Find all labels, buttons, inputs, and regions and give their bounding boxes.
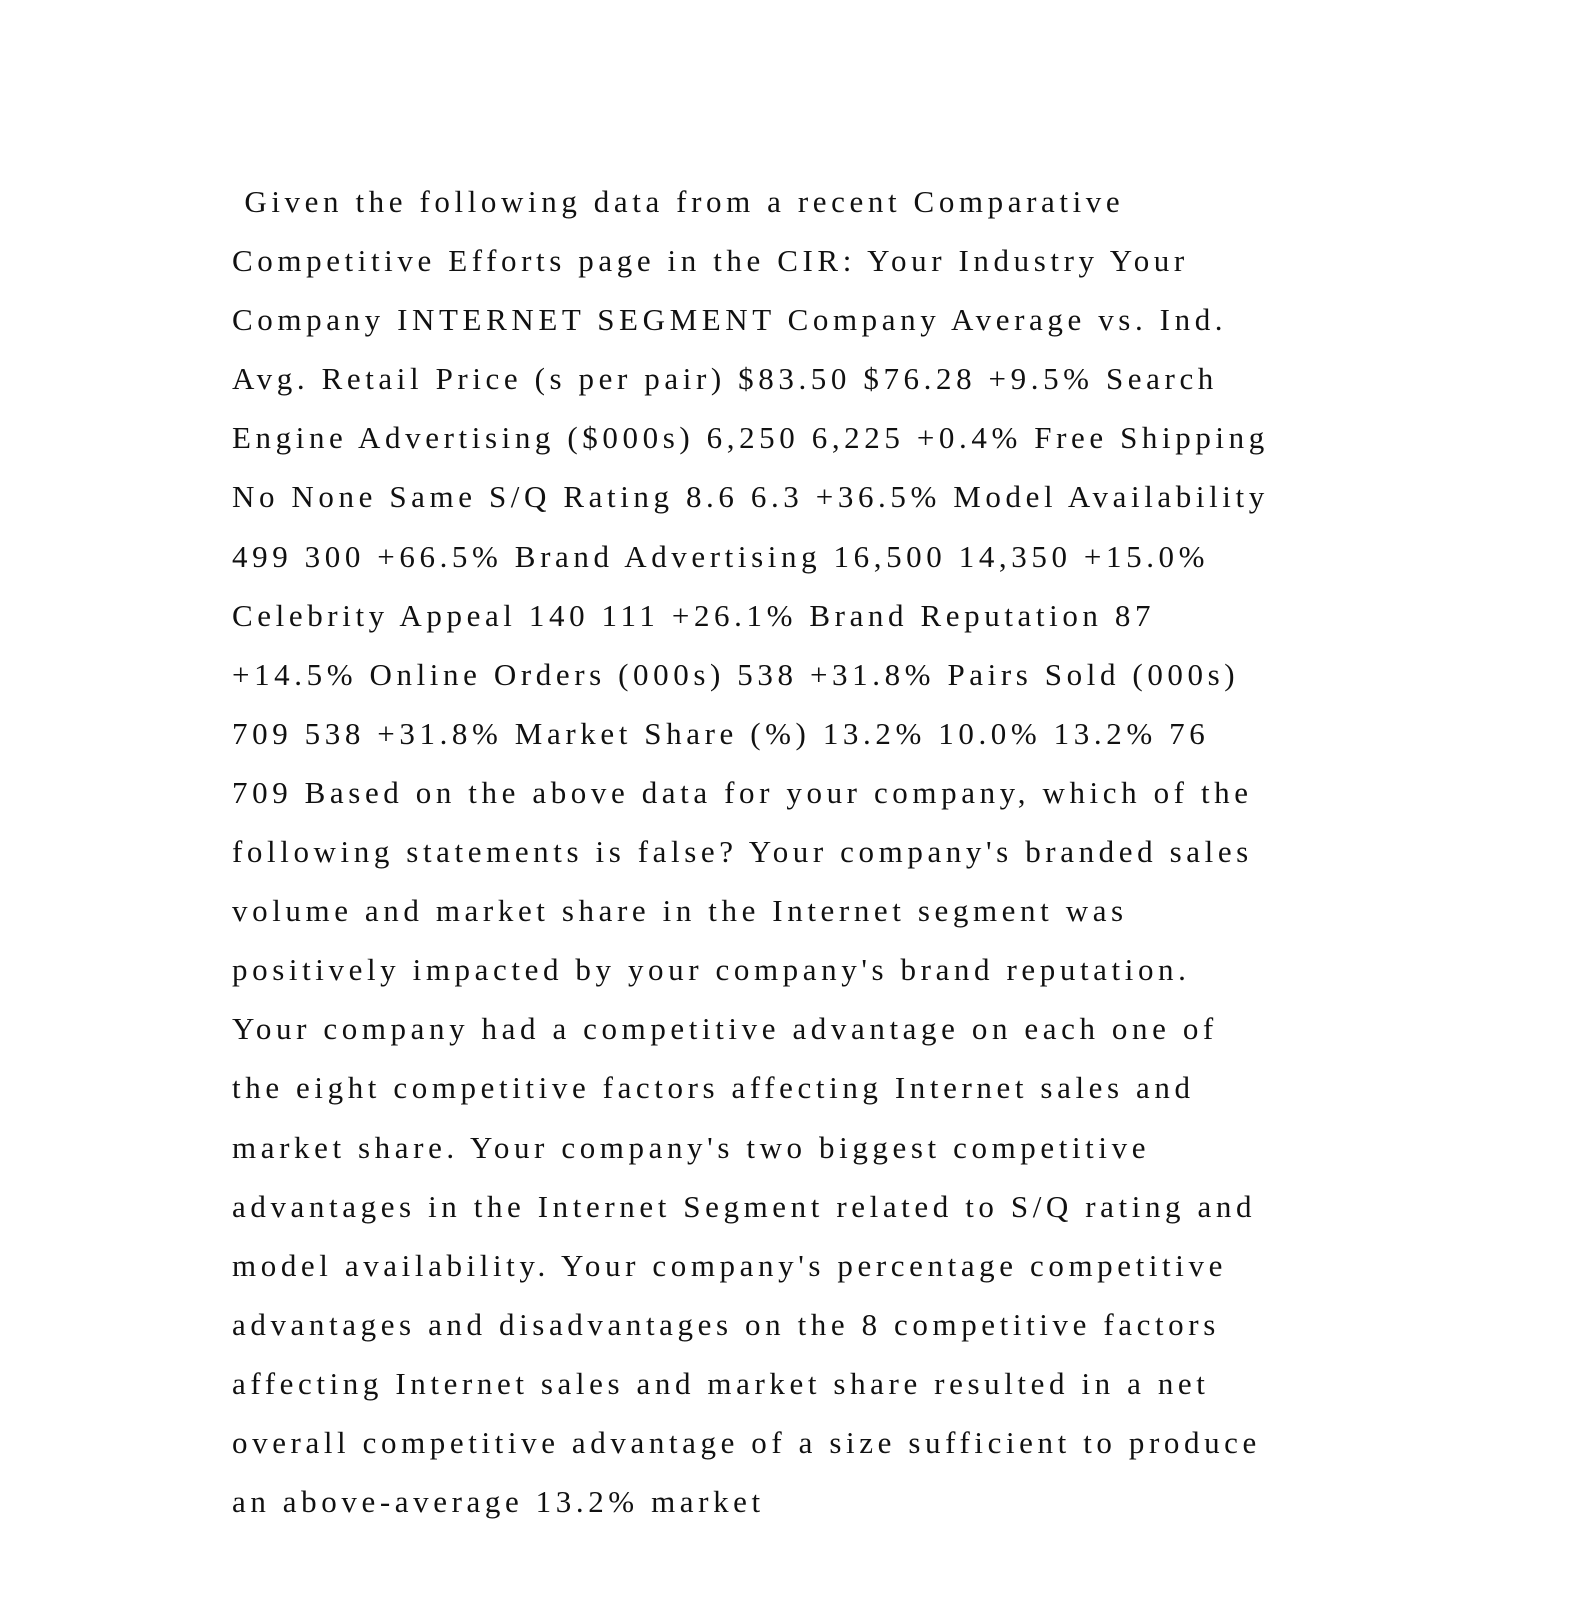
- text-line: advantages in the Internet Segment related to S/Q rating and: [232, 1188, 1257, 1224]
- text-line: volume and market share in the Internet segment was: [232, 893, 1128, 929]
- text-line: model availability. Your company's percentage competitive: [232, 1247, 1227, 1283]
- text-line: overall competitive advantage of a size sufficient to produce: [232, 1424, 1261, 1460]
- text-line: advantages and disadvantages on the 8 competitive factors: [232, 1306, 1220, 1342]
- text-line: 709 538 +31.8% Market Share (%) 13.2% 10.0% 13.2% 76: [232, 715, 1210, 751]
- text-line: Competitive Efforts page in the CIR: Your Industry Your: [232, 243, 1189, 279]
- text-line: Company INTERNET SEGMENT Company Average vs. Ind.: [232, 302, 1228, 338]
- text-line: following statements is false? Your company's branded sales: [232, 834, 1253, 870]
- question-text-block: [232, 172, 1382, 1531]
- text-line: No None Same S/Q Rating 8.6 6.3 +36.5% Model Availability: [232, 479, 1269, 515]
- text-line: the eight competitive factors affecting Internet sales and: [232, 1070, 1195, 1106]
- text-line: Your company had a competitive advantage on each one of: [232, 1011, 1218, 1047]
- text-line: an above-average 13.2% market: [232, 1484, 765, 1520]
- text-line: 709 Based on the above data for your company, which of the: [232, 774, 1253, 810]
- text-line: Given the following data from a recent Comparative: [232, 184, 1125, 219]
- text-line: positively impacted by your company's brand reputation.: [232, 952, 1191, 988]
- text-line: Celebrity Appeal 140 111 +26.1% Brand Reputation 87: [232, 597, 1156, 633]
- text-line: Avg. Retail Price (s per pair) $83.50 $76.28 +9.5% Search: [232, 361, 1218, 397]
- text-line: affecting Internet sales and market share resulted in a net: [232, 1365, 1210, 1401]
- text-line: 499 300 +66.5% Brand Advertising 16,500 14,350 +15.0%: [232, 538, 1210, 574]
- text-line: +14.5% Online Orders (000s) 538 +31.8% Pairs Sold (000s): [232, 656, 1240, 692]
- text-line: Engine Advertising ($000s) 6,250 6,225 +0.4% Free Shipping: [232, 420, 1269, 456]
- text-line: market share. Your company's two biggest competitive: [232, 1129, 1151, 1165]
